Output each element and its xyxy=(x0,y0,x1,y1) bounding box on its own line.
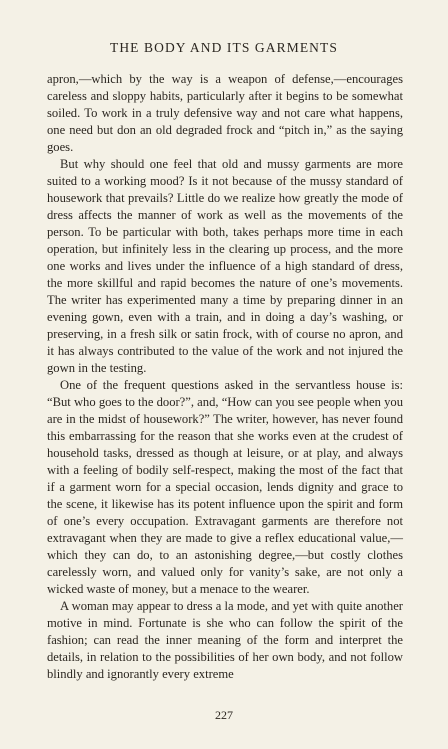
paragraph: But why should one feel that old and mussy garments are more suited to a working mood? Is it not because of the mussy standard of housework that prevails? Little do we realize how greatly the mode of dress affects the manner of work as well as the movements of the person. To be particular with both, takes perhaps more time in each operation, but infinitely less in the clearing up process, and the more one works and lives under the influence of a high standard of dress, the more skillful and rapid becomes the nature of one’s movements. The writer has experimented many a time by preparing dinner in an evening gown, even with a train, and in doing a day’s washing, or preserving, in a fresh silk or satin frock, with of course no apron, and it has always contributed to the value of the work and not injured the gown in the testing. xyxy=(47,157,403,375)
body-text xyxy=(47,71,403,683)
paragraph: A woman may appear to dress a la mode, and yet with quite another motive in mind. Fortunate is she who can follow the spirit of the fashion; can read the inner meaning of the form and interpret the details, in relation to the possibilities of her own body, and not follow blindly and ignorantly every extreme xyxy=(47,599,403,681)
running-head: THE BODY AND ITS GARMENTS xyxy=(109,40,338,55)
paragraph-continued: apron,—which by the way is a weapon of defense,—encourages careless and sloppy habits, particularly after it begins to be somewhat soiled. To work in a truly defensive way and not care what happens, one need but don an old degraded frock and “pitch in,” as the saying goes. xyxy=(47,72,403,154)
page-number: 227 xyxy=(215,708,233,722)
paragraph: One of the frequent questions asked in the servantless house is: “But who goes to the door?”, and, “How can you see people when you are in the midst of housework?” The writer, however, has never found this embarrassing for the reason that she works even at the crudest of household tasks, dressed as though at leisure, or at play, and always with a feeling of bodily self-respect, making the most of the fact that if a garment worn for a special occasion, lends dignity and grace to the scene, it likewise has its potent influence upon the spirit and form of one’s every occupation. Extravagant garments are therefore not extravagant when they are made to give a reflex educational value,—which they can do, to an astonishing degree,—but costly clothes carelessly worn, and valued only for vanity’s sake, are not only a wicked waste of money, but a menace to the wearer. xyxy=(47,378,403,596)
